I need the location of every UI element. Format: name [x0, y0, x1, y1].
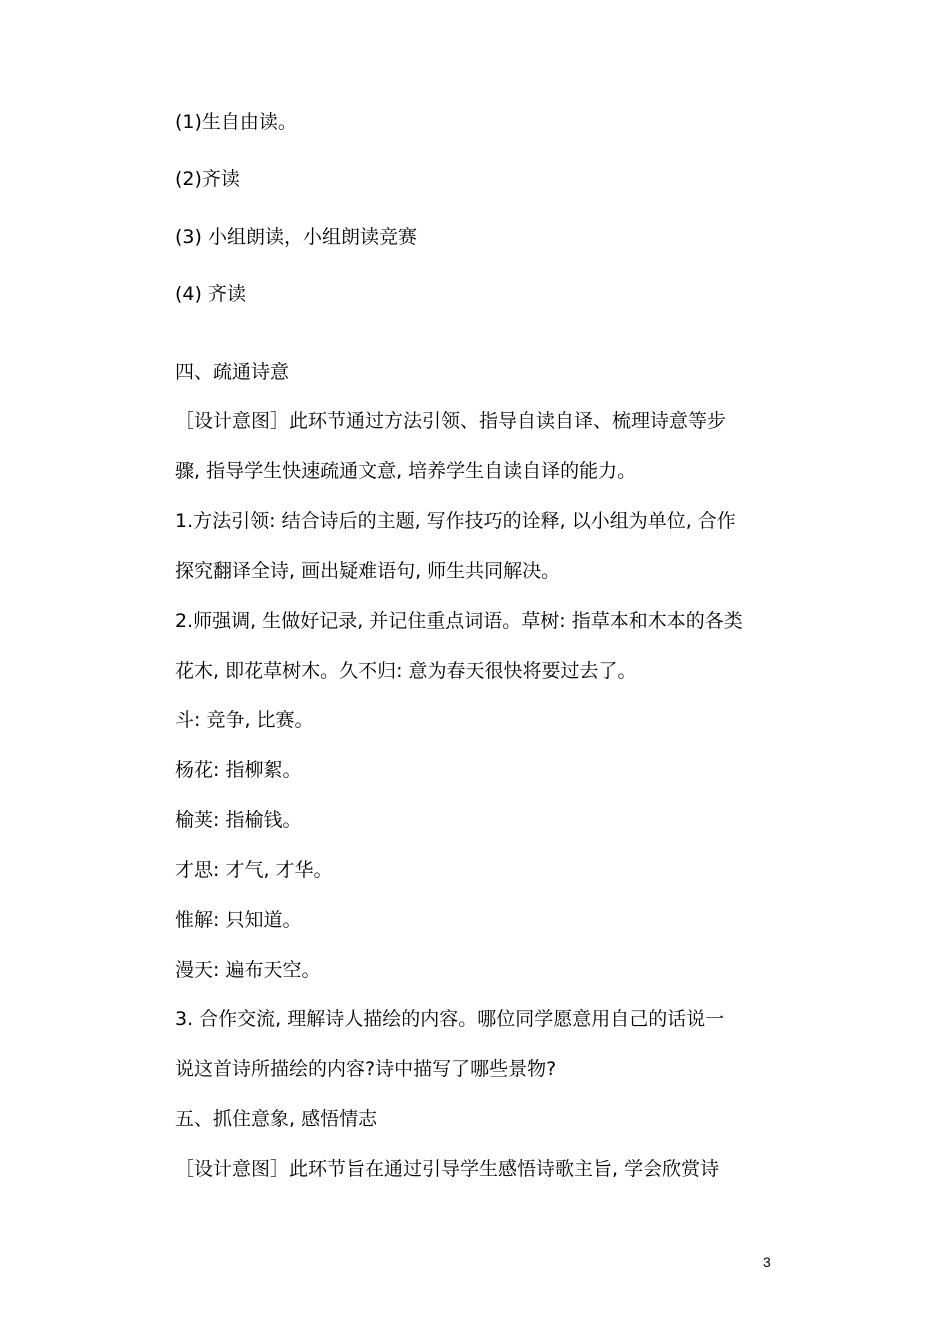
key-words-paragraph: 2.师强调, 生做好记录, 并记住重点词语。草树: 指草本和木本的各类 [175, 610, 743, 632]
method-paragraph-cont: 探究翻译全诗, 画出疑难语句, 师生共同解决。 [175, 560, 561, 582]
method-paragraph: 1.方法引领: 结合诗后的主题, 写作技巧的诠释, 以小组为单位, 合作 [175, 510, 736, 532]
glossary-item: 斗: 竞争, 比赛。 [175, 709, 314, 731]
section-heading-5: 五、抓住意象, 感悟情志 [175, 1108, 378, 1130]
glossary-item: 才思: 才气, 才华。 [175, 859, 333, 881]
glossary-item: 漫天: 遍布天空。 [175, 959, 321, 981]
design-intent-paragraph-cont: 骤, 指导学生快速疏通文意, 培养学生自读自译的能力。 [175, 460, 637, 482]
section-heading-4: 四、疏通诗意 [175, 361, 290, 383]
reading-step-2: (2)齐读 [175, 168, 240, 190]
key-words-paragraph-cont: 花木, 即花草树木。久不归: 意为春天很快将要过去了。 [175, 660, 637, 682]
reading-step-1: (1)生自由读。 [175, 111, 297, 133]
reading-step-3: (3) 小组朗读，小组朗读竞赛 [175, 226, 417, 248]
cooperation-paragraph-cont: 说这首诗所描绘的内容?诗中描写了哪些景物? [175, 1058, 557, 1080]
glossary-item: 杨花: 指柳絮。 [175, 759, 302, 781]
reading-step-4: (4) 齐读 [175, 283, 246, 305]
glossary-item: 榆荚: 指榆钱。 [175, 809, 302, 831]
page-number: 3 [763, 1254, 771, 1270]
cooperation-paragraph: 3. 合作交流, 理解诗人描绘的内容。哪位同学愿意用自己的话说一 [175, 1008, 725, 1030]
glossary-item: 惟解: 只知道。 [175, 909, 302, 931]
design-intent-paragraph-2: ［设计意图］此环节旨在通过引导学生感悟诗歌主旨, 学会欣赏诗 [175, 1158, 720, 1180]
design-intent-paragraph: ［设计意图］此环节通过方法引领、指导自读自译、梳理诗意等步 [175, 410, 727, 432]
